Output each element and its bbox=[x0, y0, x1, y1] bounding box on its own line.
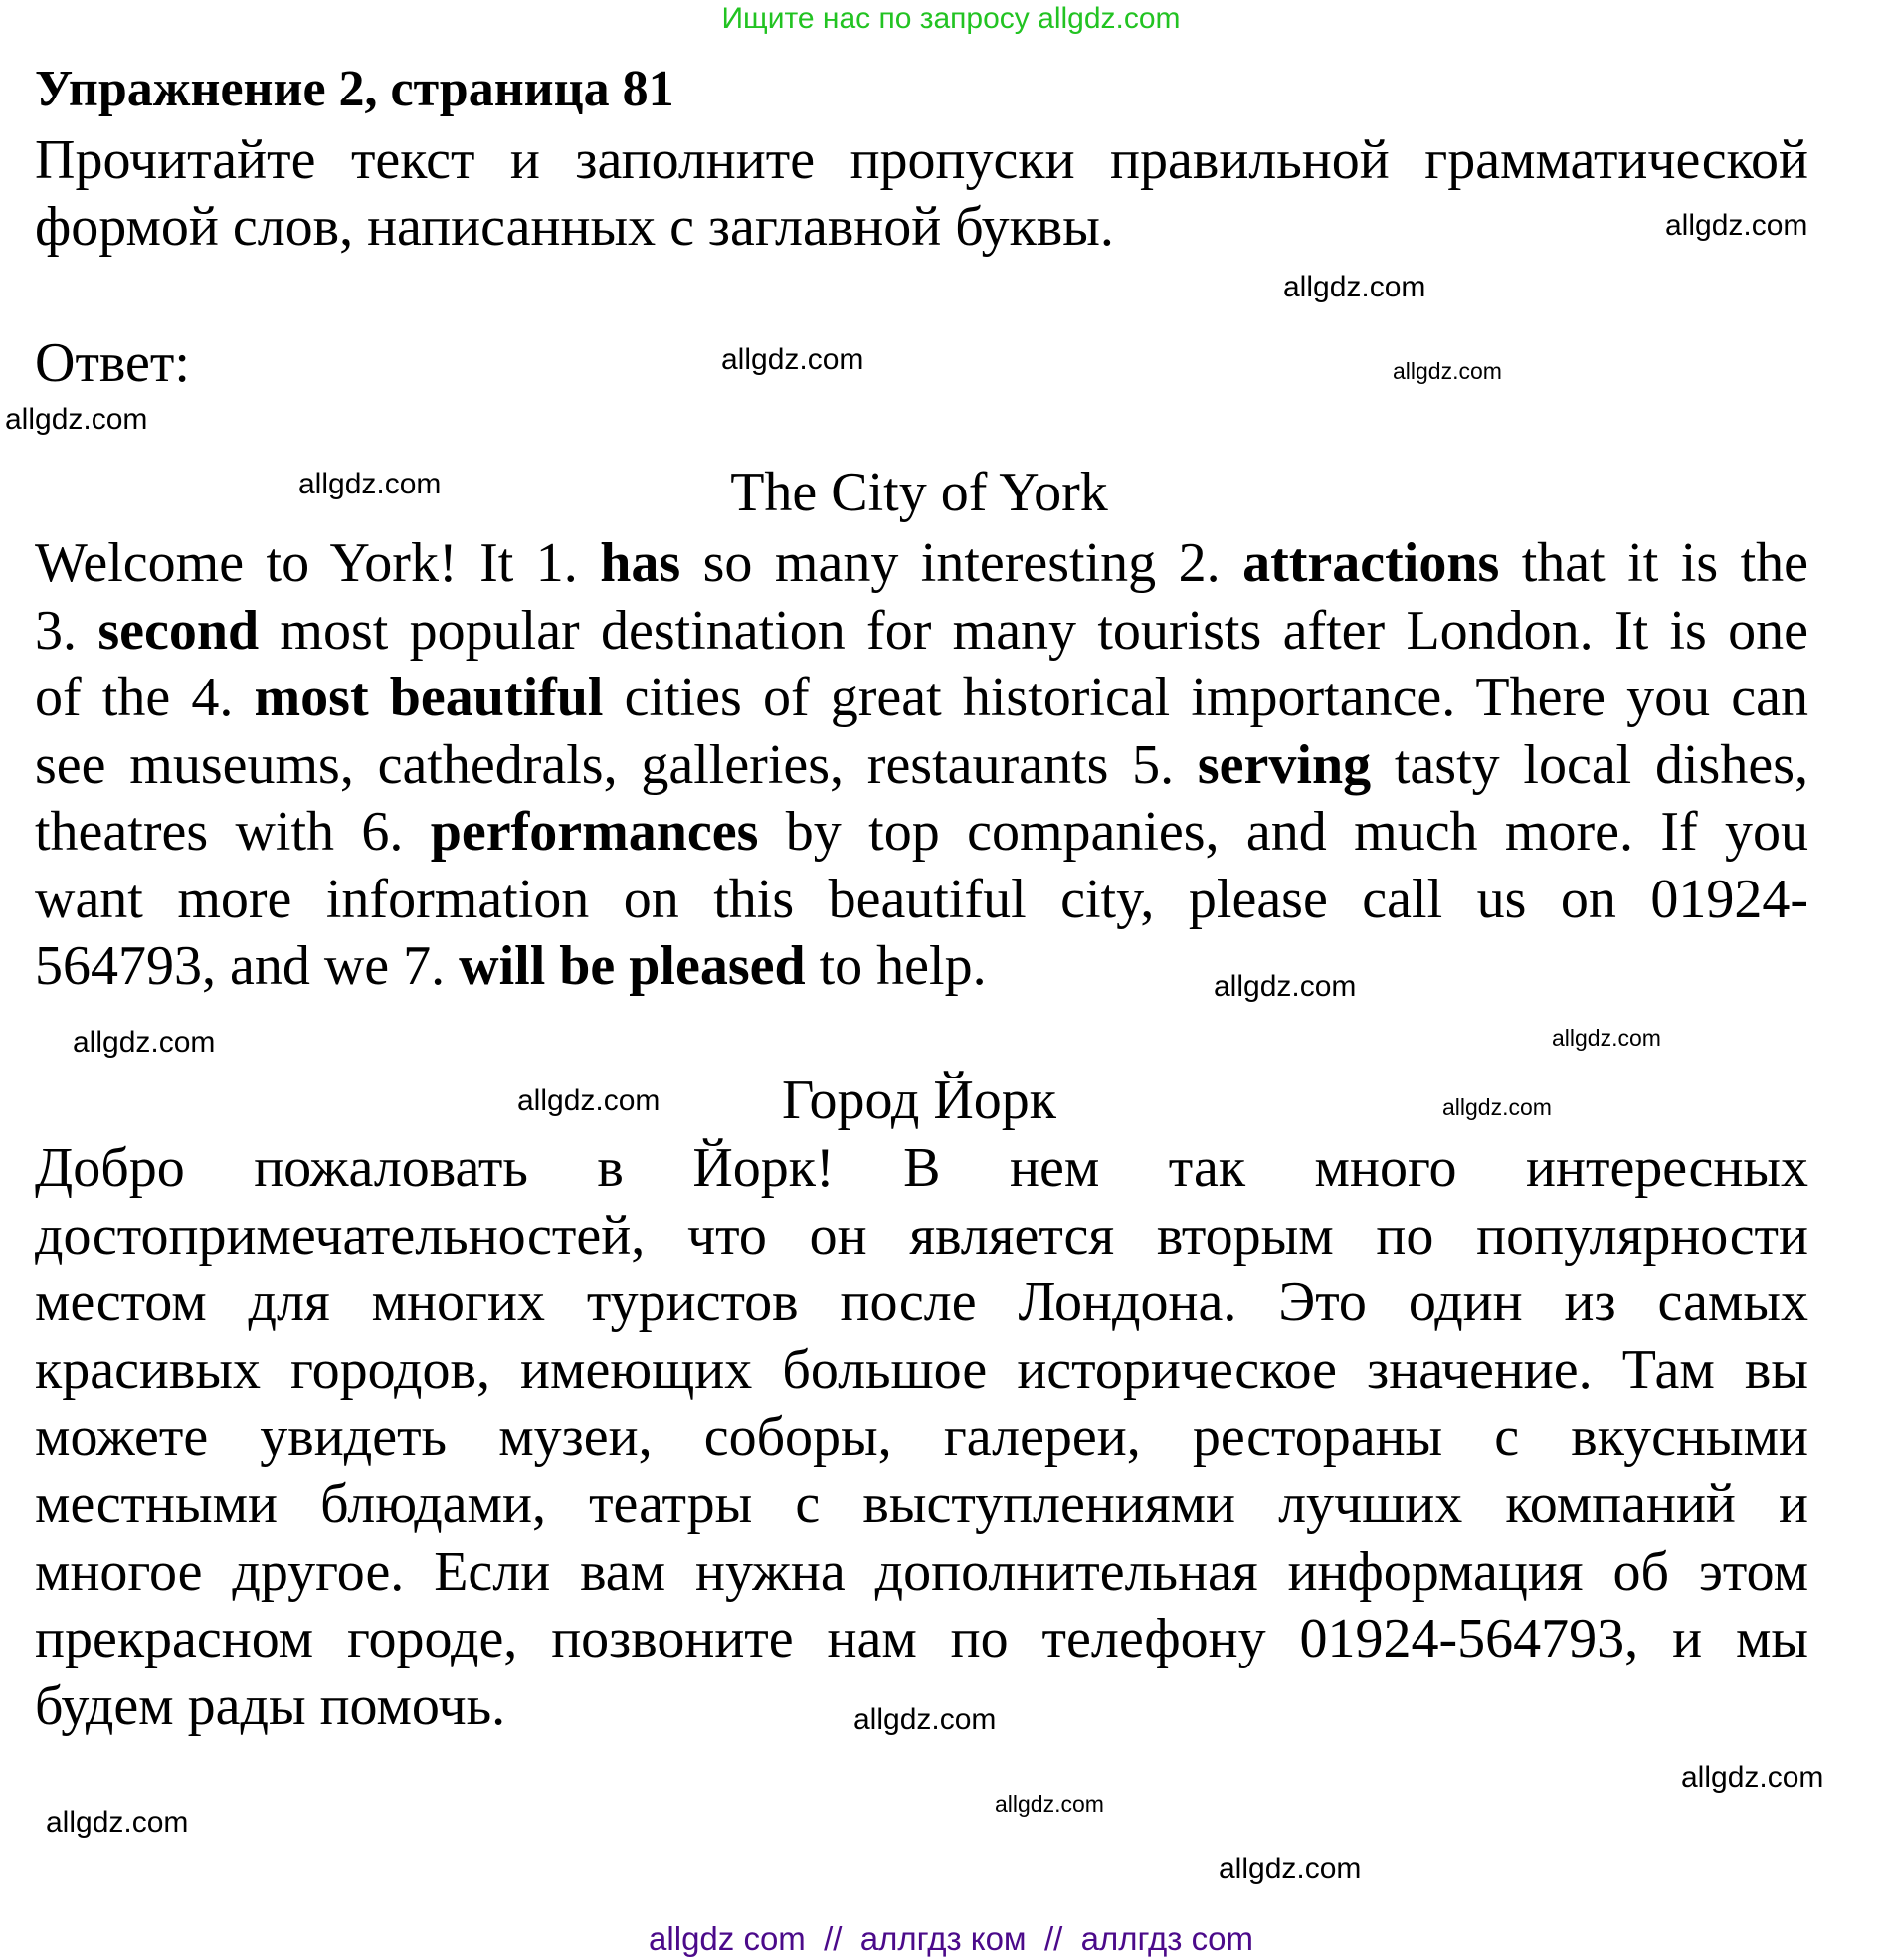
russian-heading: Город Йорк bbox=[782, 1070, 1056, 1131]
answer-word: most beautiful bbox=[254, 667, 604, 728]
text-segment: cities of great historical importance. There you can bbox=[603, 667, 1809, 728]
text-segment: tasty local dishes, bbox=[1371, 733, 1808, 796]
answer-word: will be pleased bbox=[459, 935, 806, 997]
russian-line: многое другое. Если вам нужна дополнительная информация об этом bbox=[35, 1540, 1808, 1603]
watermark: allgdz.com bbox=[853, 1703, 997, 1736]
watermark: allgdz.com bbox=[1552, 1025, 1661, 1051]
english-heading: The City of York bbox=[730, 462, 1108, 523]
text-segment: 564793, and we 7. bbox=[35, 935, 460, 997]
watermark: allgdz.com bbox=[995, 1791, 1104, 1817]
text-segment: by top companies, and much more. If you bbox=[758, 801, 1808, 863]
text-segment: want more information on this beautiful city, please call us on 01924- bbox=[35, 868, 1808, 930]
text-segment: of the 4. bbox=[35, 667, 255, 728]
bottom-banner[interactable]: allgdz com // аллгдз ком // аллгдз com bbox=[649, 1920, 1253, 1957]
russian-line: местом для многих туристов после Лондона. Это один из самых bbox=[35, 1272, 1808, 1334]
text-segment: to help. bbox=[805, 935, 987, 997]
watermark: allgdz.com bbox=[721, 343, 864, 376]
text-segment: see museums, cathedrals, galleries, restaurants 5. bbox=[35, 733, 1198, 796]
answer-word: second bbox=[97, 599, 260, 662]
text-segment: that it is the bbox=[1499, 532, 1809, 594]
text-segment: theatres with 6. bbox=[35, 801, 431, 863]
watermark: allgdz.com bbox=[1681, 1761, 1824, 1794]
english-line bbox=[35, 732, 1808, 799]
answer-word: attractions bbox=[1242, 532, 1500, 594]
watermark: allgdz.com bbox=[1665, 209, 1808, 242]
exercise-title: Упражнение 2, страница 81 bbox=[35, 61, 674, 117]
task-line: формой слов, написанных с заглавной буквы. bbox=[35, 196, 1114, 258]
task-line: Прочитайте текст и заполните пропуски правильной грамматической bbox=[35, 129, 1808, 191]
russian-line: Добро пожаловать в Йорк! В нем так много интересных bbox=[35, 1137, 1808, 1199]
watermark: allgdz.com bbox=[1214, 970, 1357, 1003]
watermark: allgdz.com bbox=[5, 403, 148, 436]
russian-line: прекрасном городе, позвоните нам по телефону 01924-564793, и мы bbox=[35, 1608, 1808, 1670]
answer-word: has bbox=[600, 532, 681, 594]
text-segment: most popular destination for many tourists after London. It is one bbox=[259, 599, 1808, 662]
watermark: allgdz.com bbox=[298, 468, 442, 500]
text-segment: so many interesting 2. bbox=[680, 532, 1243, 594]
answer-label: Ответ: bbox=[35, 332, 190, 394]
watermark: allgdz.com bbox=[1442, 1094, 1552, 1120]
english-line bbox=[35, 598, 1808, 665]
watermark: allgdz.com bbox=[517, 1084, 661, 1117]
text-segment: Welcome to York! It 1. bbox=[35, 532, 601, 594]
watermark: allgdz.com bbox=[46, 1806, 189, 1839]
answer-word: serving bbox=[1197, 733, 1372, 796]
watermark: allgdz.com bbox=[1219, 1853, 1362, 1885]
russian-line: будем рады помочь. bbox=[35, 1674, 506, 1737]
answer-word: performances bbox=[430, 801, 759, 863]
russian-line: красивых городов, имеющих большое историческое значение. Там вы bbox=[35, 1338, 1808, 1401]
english-line bbox=[35, 799, 1808, 866]
english-line bbox=[35, 665, 1808, 731]
english-line bbox=[35, 530, 1808, 597]
english-line bbox=[35, 867, 1808, 933]
watermark: allgdz.com bbox=[73, 1026, 216, 1059]
text-segment: 3. bbox=[35, 599, 98, 662]
watermark: allgdz.com bbox=[1393, 358, 1502, 384]
watermark: allgdz.com bbox=[1283, 271, 1426, 303]
english-line bbox=[35, 933, 987, 1000]
russian-line: местными блюдами, театры с выступлениями лучших компаний и bbox=[35, 1473, 1808, 1535]
russian-line: достопримечательностей, что он является вторым по популярности bbox=[35, 1204, 1808, 1267]
russian-line: можете увидеть музеи, соборы, галереи, рестораны с вкусными bbox=[35, 1406, 1808, 1469]
top-banner: Ищите нас по запросу allgdz.com bbox=[721, 2, 1181, 35]
